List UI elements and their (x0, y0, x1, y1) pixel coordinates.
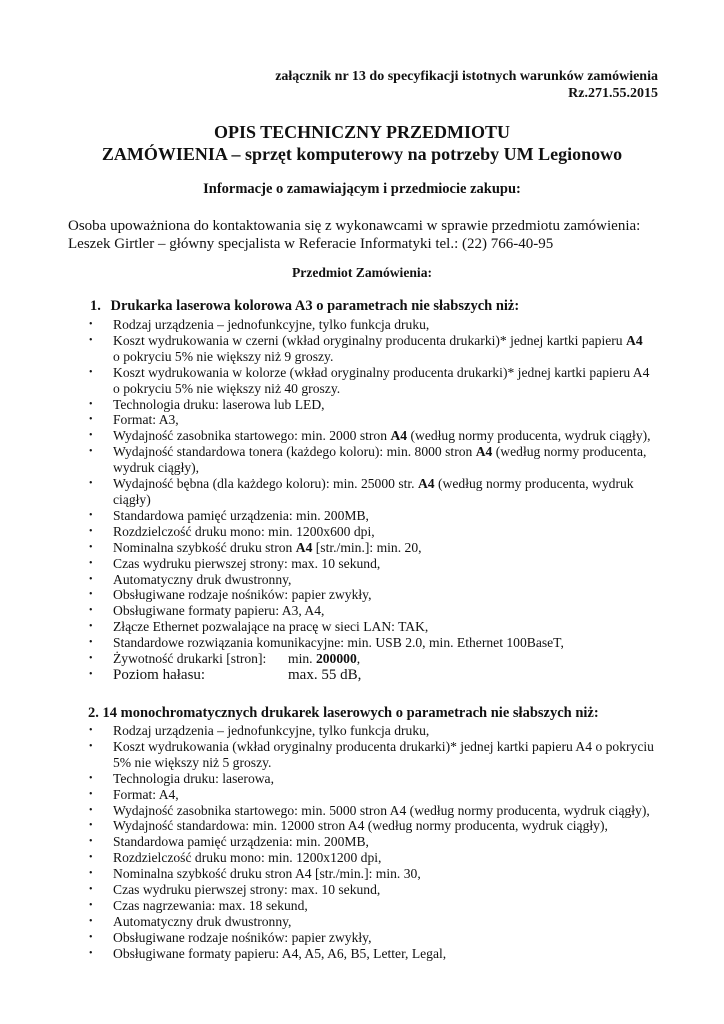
list-item: • Obsługiwane formaty papieru: A4, A5, A6, B5, Letter, Legal, (89, 946, 654, 962)
title-line-2: ZAMÓWIENIA – sprzęt komputerowy na potrzeby UM Legionowo (101, 144, 623, 164)
list-item: • Wydajność zasobnika startowego: min. 2000 stron A4 (według normy producenta, wydruk ciągły), (89, 428, 651, 444)
contact-line-1: Osoba upoważniona do kontaktowania się z wykonawcami w sprawie przedmiotu zamówienia: (68, 218, 641, 234)
list-item: • Rodzaj urządzenia – jednofunkcyjne, tylko funkcja druku, (89, 317, 651, 333)
list-item: • Obsługiwane rodzaje nośników: papier zwykły, (89, 930, 654, 946)
list-item: • Obsługiwane formaty papieru: A3, A4, (89, 603, 651, 619)
list-item: • Wydajność zasobnika startowego: min. 5000 stron A4 (według normy producenta, wydruk ciągły), (89, 803, 654, 819)
list-item: • Rozdzielczość druku mono: min. 1200x1200 dpi, (89, 850, 654, 866)
list-item: • Wydajność bębna (dla każdego koloru): min. 25000 str. A4 (według normy producenta, wydruk ciągły) (89, 476, 651, 508)
list-item: • Format: A3, (89, 412, 651, 428)
list-item: • Rodzaj urządzenia – jednofunkcyjne, tylko funkcja druku, (89, 723, 654, 739)
list-item: • Wydajność standardowa: min. 12000 stron A4 (według normy producenta, wydruk ciągły), (89, 818, 654, 834)
section-1-list (89, 317, 651, 683)
list-item: • Obsługiwane rodzaje nośników: papier zwykły, (89, 587, 651, 603)
subject-heading: Przedmiot Zamówienia: (291, 265, 433, 280)
attachment-line: załącznik nr 13 do specyfikacji istotnych warunków zamówienia (275, 69, 658, 84)
list-item: • Rozdzielczość druku mono: min. 1200x600 dpi, (89, 524, 651, 540)
attachment-note (275, 68, 658, 102)
list-item: • Złącze Ethernet pozwalające na pracę w sieci LAN: TAK, (89, 619, 651, 635)
list-item: • Nominalna szybkość druku stron A4 [str./min.]: min. 30, (89, 866, 654, 882)
list-item: • Technologia druku: laserowa, (89, 771, 654, 787)
list-item: • Nominalna szybkość druku stron A4 [str./min.]: min. 20, (89, 540, 651, 556)
title-line-1: OPIS TECHNICZNY PRZEDMIOTU (213, 122, 511, 142)
reference-number: Rz.271.55.2015 (568, 86, 658, 101)
list-item: • Poziom hałasu: max. 55 dB, (89, 667, 651, 683)
list-item: • Standardowa pamięć urządzenia: min. 200MB, (89, 834, 654, 850)
contact-info (68, 217, 640, 253)
document-title (0, 121, 724, 165)
contact-line-2: Leszek Girtler – główny specjalista w Referacie Informatyki tel.: (22) 766-40-95 (68, 236, 554, 252)
list-item: • Koszt wydrukowania w kolorze (wkład oryginalny producenta drukarki)* jednej kartki papieru A4 o pokryciu 5% nie większy niż 40 groszy. (89, 365, 651, 397)
section-2-list (89, 723, 654, 962)
list-item: • Standardowe rozwiązania komunikacyjne: min. USB 2.0, min. Ethernet 100BaseT, (89, 635, 651, 651)
section-1-number: 1. (90, 298, 101, 314)
list-item: • Standardowa pamięć urządzenia: min. 200MB, (89, 508, 651, 524)
section-1-title: Drukarka laserowa kolorowa A3 o parametrach nie słabszych niż: (110, 298, 520, 314)
list-item: • Automatyczny druk dwustronny, (89, 914, 654, 930)
list-item: • Żywotność drukarki [stron]: min. 200000, (89, 651, 651, 667)
list-item: • Czas wydruku pierwszej strony: max. 10 sekund, (89, 556, 651, 572)
info-heading: Informacje o zamawiającym i przedmiocie zakupu: (203, 181, 521, 197)
list-item: • Koszt wydrukowania w czerni (wkład oryginalny producenta drukarki)* jednej kartki papieru A4 o pokryciu 5% nie większy niż 9 groszy. (89, 333, 651, 365)
list-item: • Automatyczny druk dwustronny, (89, 572, 651, 588)
list-item: • Czas wydruku pierwszej strony: max. 10 sekund, (89, 882, 654, 898)
list-item: • Koszt wydrukowania (wkład oryginalny producenta drukarki)* jednej kartki papieru A4 o pokryciu 5% nie większy niż 5 groszy. (89, 739, 654, 771)
list-item: • Czas nagrzewania: max. 18 sekund, (89, 898, 654, 914)
list-item: • Format: A4, (89, 787, 654, 803)
section-1-heading (90, 298, 519, 315)
list-item: • Technologia druku: laserowa lub LED, (89, 397, 651, 413)
list-item: • Wydajność standardowa tonera (każdego koloru): min. 8000 stron A4 (według normy producenta, wydruk ciągły), (89, 444, 651, 476)
section-2-heading: 2. 14 monochromatycznych drukarek laserowych o parametrach nie słabszych niż: (88, 705, 599, 721)
